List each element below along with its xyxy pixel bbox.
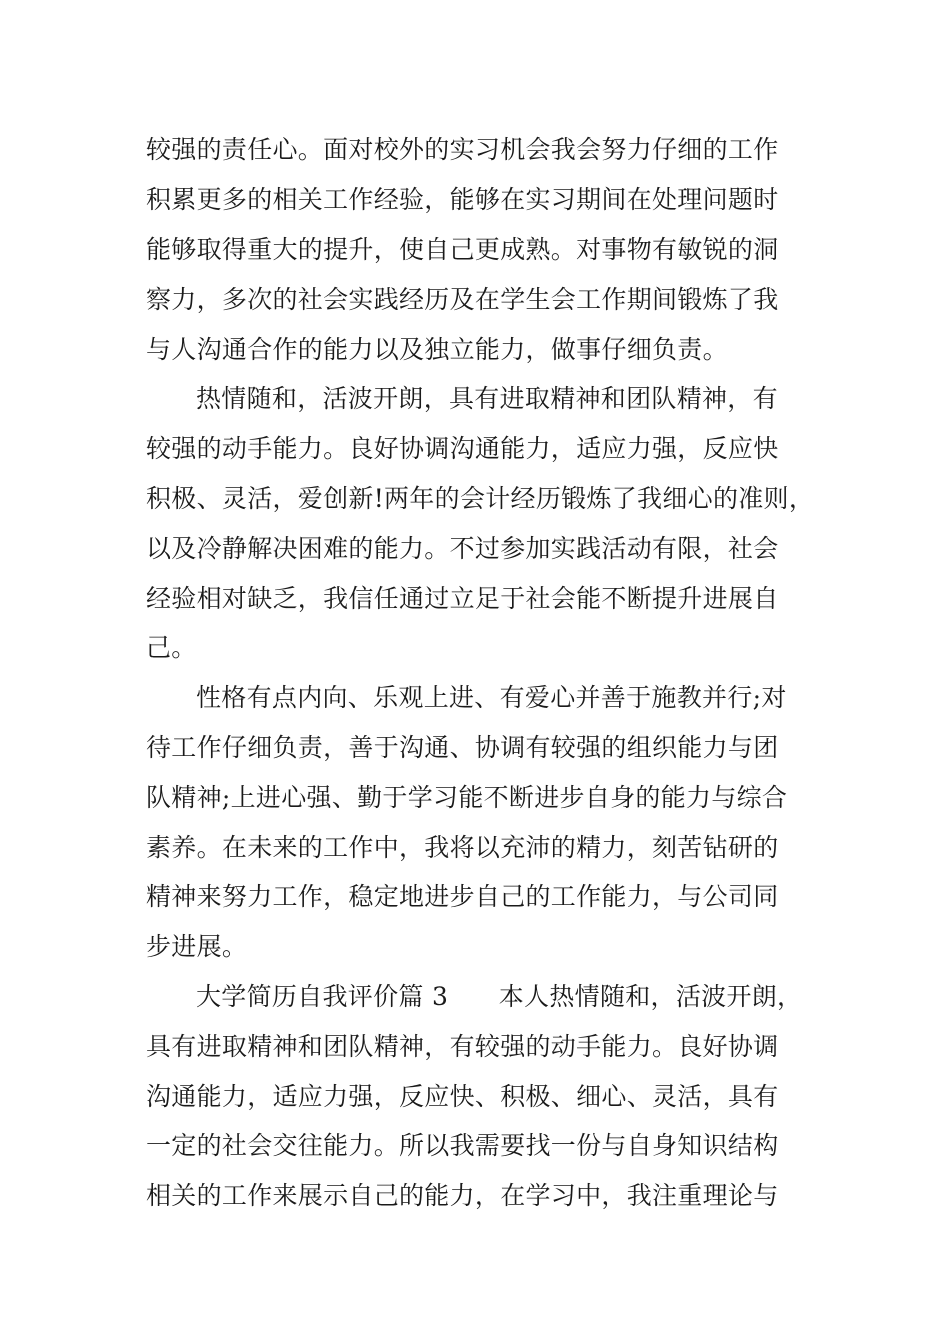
paragraph-2-line-4: 以及冷静解决困难的能力。不过参加实践活动有限，社会 xyxy=(146,534,779,563)
paragraph-3-line-6: 步进展。 xyxy=(146,932,248,961)
paragraph-3-line-5: 精神来努力工作，稳定地进步自己的工作能力，与公司同 xyxy=(146,882,779,911)
paragraph-1-line-3: 能够取得重大的提升，使自己更成熟。对事物有敏锐的洞 xyxy=(146,235,779,264)
paragraph-3-line-1: 性格有点内向、乐观上进、有爱心并善于施教并行;对 xyxy=(196,683,787,712)
paragraph-3-line-4: 素养。在未来的工作中，我将以充沛的精力，刻苦钻研的 xyxy=(146,833,779,862)
paragraph-4-line-4: 一定的社会交往能力。所以我需要找一份与自身知识结构 xyxy=(146,1131,779,1160)
paragraph-1-line-2: 积累更多的相关工作经验，能够在实习期间在处理问题时 xyxy=(146,185,779,214)
paragraph-4-line-2: 具有进取精神和团队精神，有较强的动手能力。良好协调 xyxy=(146,1032,779,1061)
paragraph-2-line-1: 热情随和，活波开朗，具有进取精神和团队精神，有 xyxy=(196,384,778,413)
paragraph-2-line-2: 较强的动手能力。良好协调沟通能力，适应力强，反应快 xyxy=(146,434,779,463)
paragraph-2-line-5: 经验相对缺乏，我信任通过立足于社会能不断提升进展自 xyxy=(146,584,779,613)
paragraph-4-line-3: 沟通能力，适应力强，反应快、积极、细心、灵活，具有 xyxy=(146,1082,779,1111)
paragraph-1-line-5: 与人沟通合作的能力以及独立能力，做事仔细负责。 xyxy=(146,335,728,364)
paragraph-1-line-1: 较强的责任心。面对校外的实习机会我会努力仔细的工作 xyxy=(146,135,779,164)
paragraph-1-line-4: 察力，多次的社会实践经历及在学生会工作期间锻炼了我 xyxy=(146,285,779,314)
paragraph-3-line-3: 队精神;上进心强、勤于学习能不断进步自身的能力与综合 xyxy=(146,783,788,812)
paragraph-2-line-6: 己。 xyxy=(146,633,197,662)
paragraph-2-line-3: 积极、灵活，爱创新!两年的会计经历锻炼了我细心的准则， xyxy=(146,484,815,513)
paragraph-4-line-1: 大学简历自我评价篇 3 本人热情随和，活波开朗， xyxy=(196,982,803,1011)
paragraph-4-line-5: 相关的工作来展示自己的能力，在学习中，我注重理论与 xyxy=(146,1181,779,1210)
paragraph-3-line-2: 待工作仔细负责，善于沟通、协调有较强的组织能力与团 xyxy=(146,733,779,762)
